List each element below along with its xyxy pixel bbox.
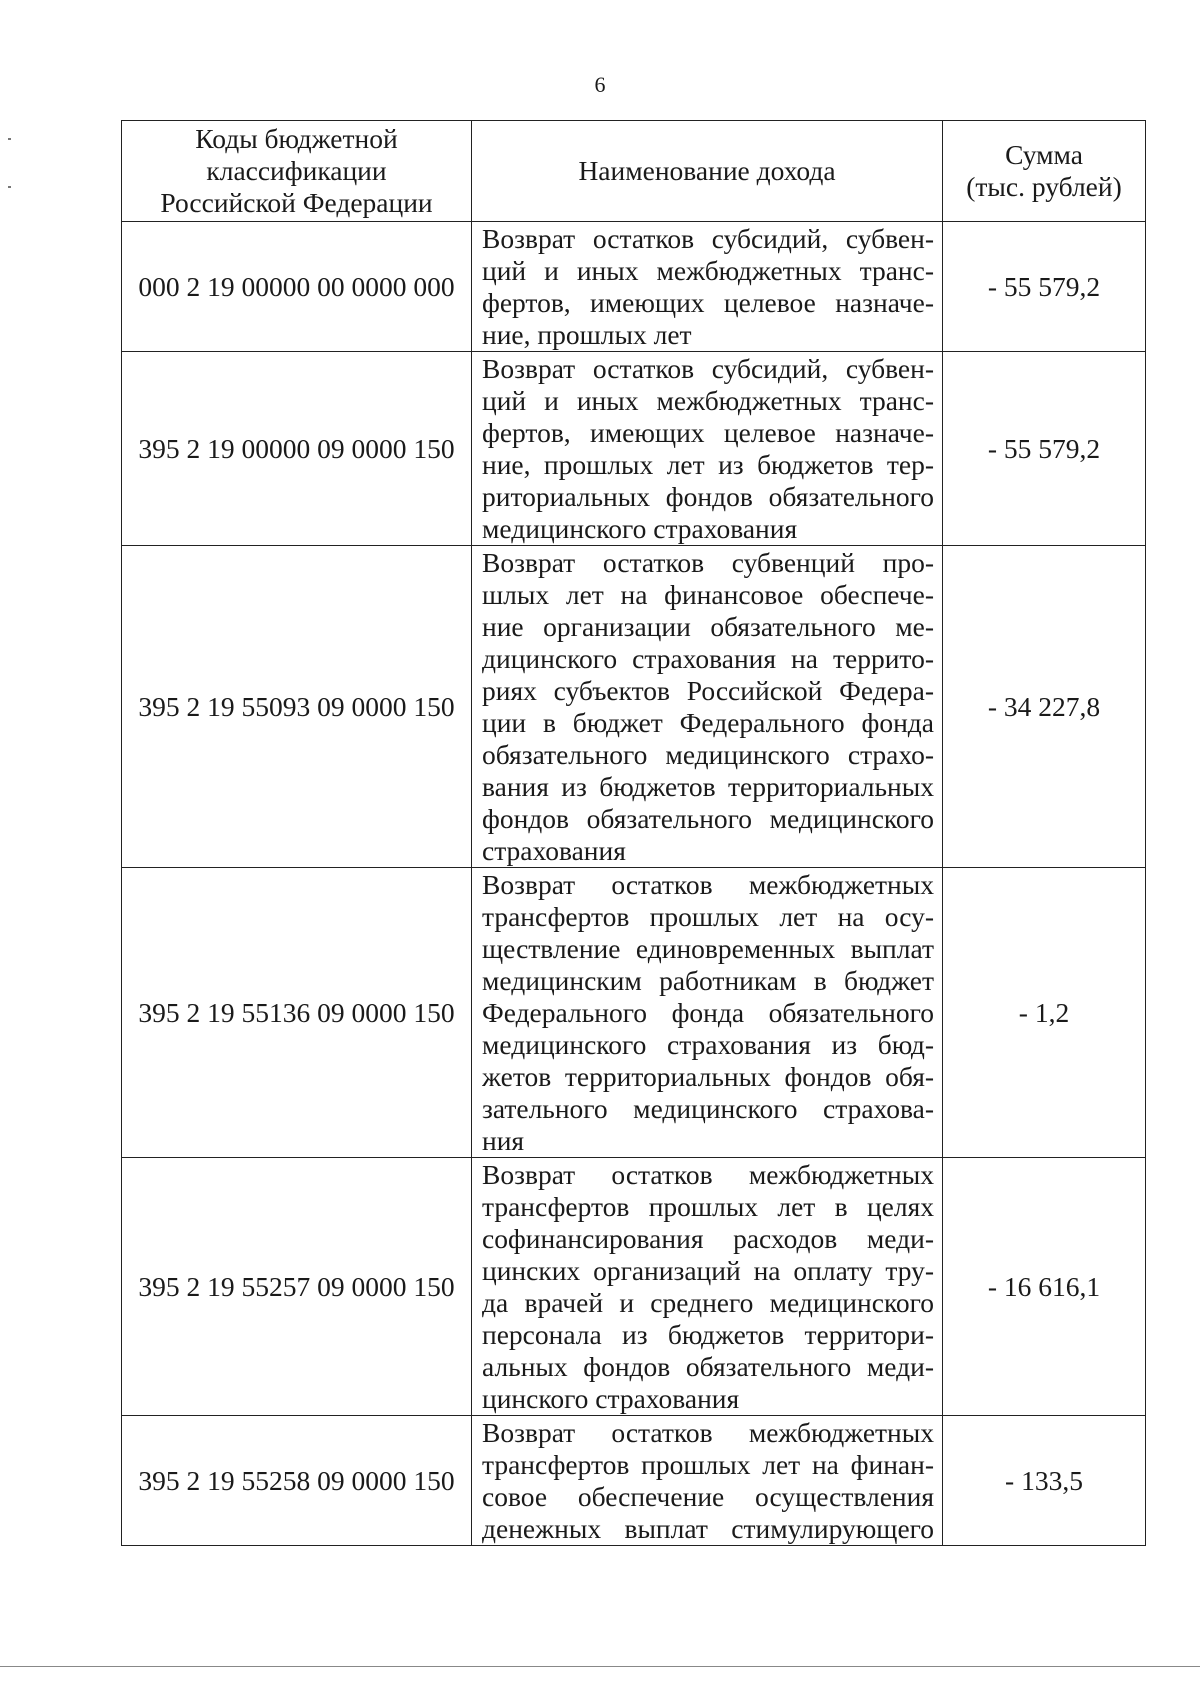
revenue-name-cell [472,868,943,1158]
revenue-name-line: Возврат остатков субвенций про- [482,547,934,578]
table-row [122,546,1146,868]
revenue-name-cell [472,1158,943,1416]
revenue-name-line: риях субъектов Российской Федера- [482,675,934,706]
revenue-name-line: ния [482,1125,525,1156]
header-code-text: Коды бюджетной классификации Российской Федерации [160,123,433,218]
revenue-name-line: ций и иных межбюджетных транс- [482,255,934,286]
table-body [122,222,1146,1546]
revenue-name-line: медицинским работникам в бюджет [482,965,934,996]
header-name [472,121,943,222]
revenue-name-line: денежных выплат стимулирующего [482,1513,934,1544]
table-row [122,1416,1146,1546]
header-sum [943,121,1146,222]
revenue-name-line: зательного медицинского страхова- [482,1093,934,1124]
revenue-name-cell [472,1416,943,1546]
revenue-name-line: Возврат остатков субсидий, субвен- [482,223,934,254]
revenue-name-line: фертов, имеющих целевое назначе- [482,417,934,448]
revenue-name-line: трансфертов прошлых лет на финан- [482,1449,934,1480]
revenue-name-line: вания из бюджетов территориальных [482,771,934,802]
amount-cell: - 133,5 [943,1416,1146,1546]
revenue-name-line: альных фондов обязательного меди- [482,1351,934,1382]
amount-cell: - 34 227,8 [943,546,1146,868]
budget-code-cell: 395 2 19 55093 09 0000 150 [122,546,472,868]
revenue-name-cell [472,222,943,352]
revenue-name-line: медицинского страхования [482,513,798,544]
revenue-name-line: персонала из бюджетов территори- [482,1319,934,1350]
revenue-name-line: цинского страхования [482,1383,740,1414]
header-sum-text: Сумма (тыс. рублей) [966,139,1122,202]
budget-code-cell: 395 2 19 55136 09 0000 150 [122,868,472,1158]
budget-code-cell: 395 2 19 00000 09 0000 150 [122,352,472,546]
revenue-name-line: фондов обязательного медицинского [482,803,934,834]
margin-mark [8,138,11,140]
budget-code-cell: 000 2 19 00000 00 0000 000 [122,222,472,352]
revenue-name-line: обязательного медицинского страхо- [482,739,934,770]
revenue-name-line: шлых лет на финансовое обеспече- [482,579,934,610]
revenue-name-line: софинансирования расходов меди- [482,1223,934,1254]
table-row [122,1158,1146,1416]
header-code [122,121,472,222]
revenue-name-line: медицинского страхования из бюд- [482,1029,934,1060]
revenue-name-line: ние, прошлых лет [482,319,692,350]
table-header-row [122,121,1146,222]
revenue-name-line: ществление единовременных выплат [482,933,934,964]
revenue-name-line: трансфертов прошлых лет на осу- [482,901,934,932]
revenue-name-line: жетов территориальных фондов обя- [482,1061,934,1092]
revenue-name-line: ние организации обязательного ме- [482,611,934,642]
revenue-name-line: ции в бюджет Федерального фонда [482,707,934,738]
revenue-name-line: ние, прошлых лет из бюджетов тер- [482,449,934,480]
revenue-name-line: да врачей и среднего медицинского [482,1287,934,1318]
revenue-name-line: дицинского страхования на террито- [482,643,934,674]
revenue-name-line: совое обеспечение осуществления [482,1481,934,1512]
scan-edge-line [0,1666,1200,1667]
revenue-name-line: страхования [482,835,626,866]
amount-cell: - 55 579,2 [943,222,1146,352]
table-row [122,868,1146,1158]
revenue-name-line: Федерального фонда обязательного [482,997,934,1028]
header-name-text: Наименование дохода [578,155,836,186]
revenue-name-line: Возврат остатков межбюджетных [482,869,934,900]
revenue-name-line: Возврат остатков межбюджетных [482,1159,934,1190]
revenue-name-line: ций и иных межбюджетных транс- [482,385,934,416]
revenue-name-line: Возврат остатков межбюджетных [482,1417,934,1448]
margin-mark [8,186,11,188]
revenue-name-cell [472,352,943,546]
budget-revenue-table [121,120,1146,1546]
revenue-name-line: трансфертов прошлых лет в целях [482,1191,934,1222]
budget-code-cell: 395 2 19 55257 09 0000 150 [122,1158,472,1416]
page-number: 6 [594,72,606,97]
table-row [122,352,1146,546]
revenue-name-line: цинских организаций на оплату тру- [482,1255,934,1286]
table-row [122,222,1146,352]
amount-cell: - 16 616,1 [943,1158,1146,1416]
amount-cell: - 1,2 [943,868,1146,1158]
revenue-name-cell [472,546,943,868]
revenue-name-line: фертов, имеющих целевое назначе- [482,287,934,318]
amount-cell: - 55 579,2 [943,352,1146,546]
budget-code-cell: 395 2 19 55258 09 0000 150 [122,1416,472,1546]
revenue-name-line: риториальных фондов обязательного [482,481,934,512]
revenue-name-line: Возврат остатков субсидий, субвен- [482,353,934,384]
